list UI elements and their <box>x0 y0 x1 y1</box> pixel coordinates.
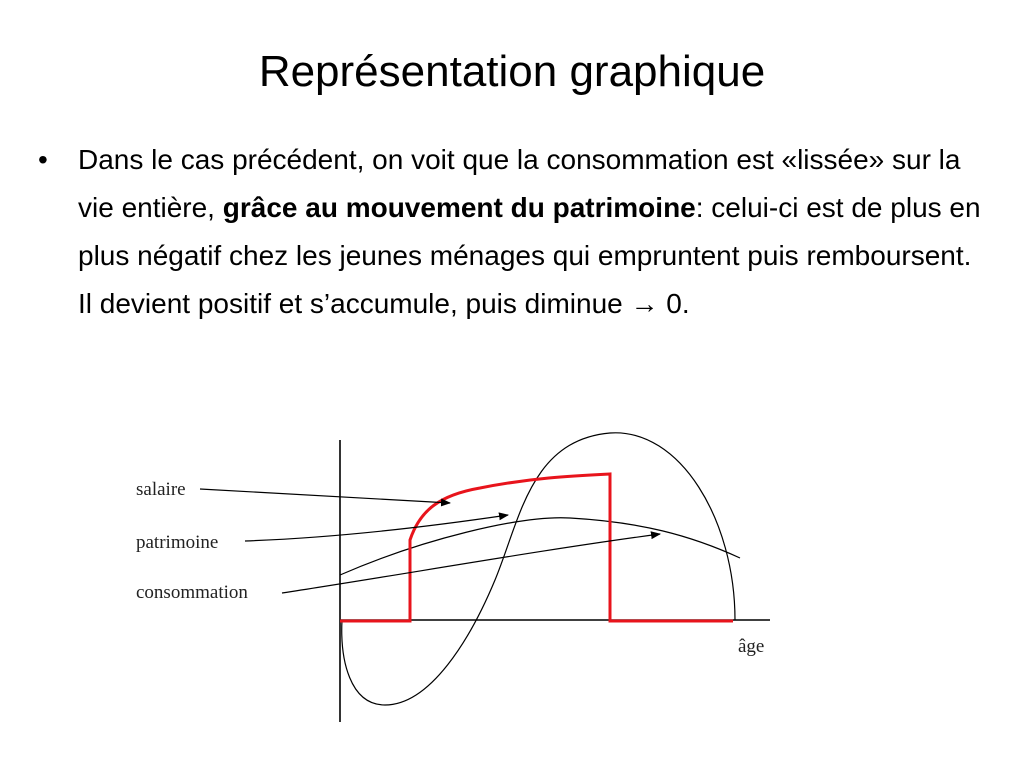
label-salaire: salaire <box>136 479 186 500</box>
label-consommation: consommation <box>136 582 248 603</box>
bullet-item <box>38 136 988 328</box>
label-patrimoine: patrimoine <box>136 532 219 553</box>
arrow-icon: → <box>630 288 659 319</box>
patrimoine-curve <box>342 433 735 705</box>
bullet-text-part1: Dans le cas précédent, on voit que la consommation est «lissée» sur la vie entière, <box>78 144 961 223</box>
consommation-curve <box>340 518 740 575</box>
bullet-text <box>78 136 988 328</box>
lifecycle-diagram <box>120 430 780 735</box>
patrimoine-arrow <box>245 515 508 541</box>
label-age: âge <box>738 636 765 657</box>
salaire-curve <box>340 474 733 621</box>
diagram-svg <box>120 430 780 730</box>
bullet-text-bold: grâce au mouvement du patrimoine <box>222 192 696 223</box>
bullet-text-end: 0. <box>658 288 690 319</box>
slide-title: Représentation graphique <box>258 47 766 96</box>
salaire-arrow <box>200 489 450 503</box>
bullet-text-part2: : celui-ci est de plus en plus négatif chez les jeunes ménages qui empruntent puis remboursent. Il devient positif et s’accumule, puis diminue <box>78 192 981 319</box>
bullet-symbol: • <box>38 144 48 175</box>
consommation-arrow <box>282 534 660 593</box>
